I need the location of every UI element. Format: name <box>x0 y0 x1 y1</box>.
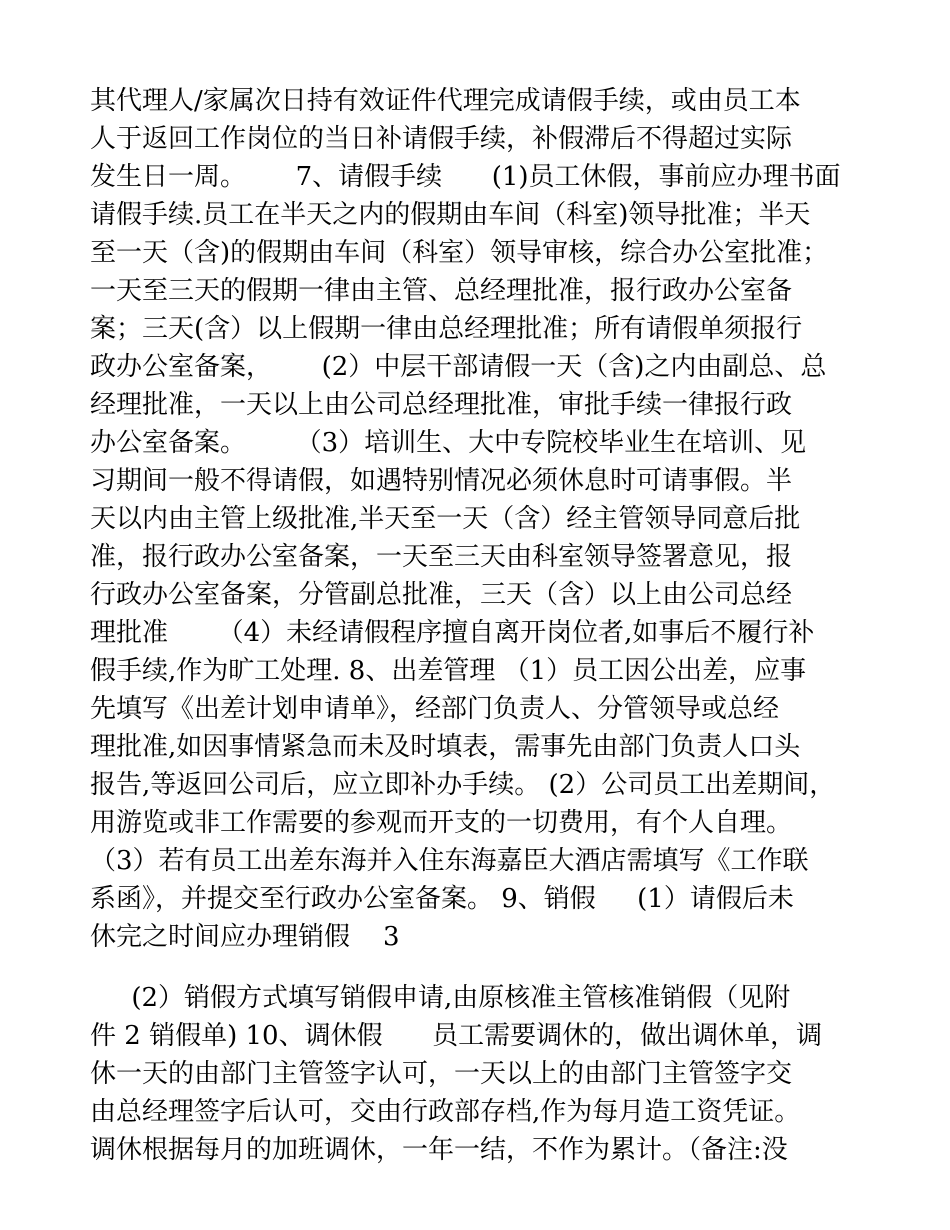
text-line-2: 人于返回工作岗位的当日补请假手续，补假滞后不得超过实际 <box>90 124 793 154</box>
text-line-15: 理批准 （4）未经请假程序擅自离开岗位者,如事后不履行补 <box>90 618 815 648</box>
text-line-9: 经理批准，一天以上由公司总经理批准，审批手续一律报行政 <box>90 390 793 420</box>
text-line-13: 准，报行政办公室备案，一天至三天由科室领导签署意见，报 <box>90 542 793 572</box>
text-line-11: 习期间一般不得请假，如遇特别情况必须休息时可请事假。半 <box>90 466 793 496</box>
text-line-22: 系函》，并提交至行政办公室备案。 9、销假 (1）请假后未 <box>90 884 794 914</box>
text-line-5: 至一天（含)的假期由车间（科室）领导审核，综合办公室批准； <box>90 238 829 268</box>
text-line-16: 假手续,作为旷工处理. 8、出差管理 （1）员工因公出差，应事 <box>90 656 807 686</box>
text-line-6: 一天至三天的假期一律由主管、总经理批准，报行政办公室备 <box>90 276 793 306</box>
text-line-7: 案；三天(含）以上假期一律由总经理批准；所有请假单须报行 <box>90 314 803 344</box>
text-line-26: 休一天的由部门主管签字认可，一天以上的由部门主管签字交 <box>90 1059 793 1089</box>
text-line-17: 先填写《出差计划申请单》，经部门负责人、分管领导或总经 <box>90 694 780 724</box>
text-line-3: 发生日一周。 7、请假手续 (1)员工休假，事前应办理书面 <box>90 162 841 192</box>
text-line-14: 行政办公室备案，分管副总批准，三天（含）以上由公司总经 <box>90 580 793 610</box>
text-line-19: 报告,等返回公司后，应立即补办手续。 (2）公司员工出差期间， <box>90 770 836 800</box>
text-line-21: （3）若有员工出差东海并入住东海嘉臣大酒店需填写《工作联 <box>90 846 809 876</box>
text-line-23: 休完之时间应办理销假 3 <box>90 922 400 952</box>
text-line-25: 件 2 销假单) 10、调休假 员工需要调休的，做出调休单，调 <box>90 1021 823 1051</box>
text-line-10: 办公室备案。 （3）培训生、大中专院校毕业生在培训、见 <box>90 428 807 458</box>
text-line-4: 请假手续.员工在半天之内的假期由车间（科室)领导批准；半天 <box>90 200 811 230</box>
text-line-28: 调休根据每月的加班调休，一年一结，不作为累计。（备注:没 <box>90 1135 788 1165</box>
text-line-18: 理批准,如因事情紧急而未及时填表，需事先由部门负责人口头 <box>90 732 801 762</box>
text-line-12: 天以内由主管上级批准,半天至一天（含）经主管领导同意后批 <box>90 504 801 534</box>
text-line-27: 由总经理签字后认可，交由行政部存档,作为每月造工资凭证。 <box>90 1097 801 1127</box>
text-line-24: (2）销假方式填写销假申请,由原核准主管核准销假（见附 <box>90 983 791 1013</box>
text-line-20: 用游览或非工作需要的参观而开支的一切费用，有个人自理。 <box>90 808 793 838</box>
text-line-1: 其代理人/家属次日持有效证件代理完成请假手续，或由员工本 <box>90 86 801 116</box>
text-line-8: 政办公室备案， (2）中层干部请假一天（含)之内由副总、总 <box>90 352 827 382</box>
